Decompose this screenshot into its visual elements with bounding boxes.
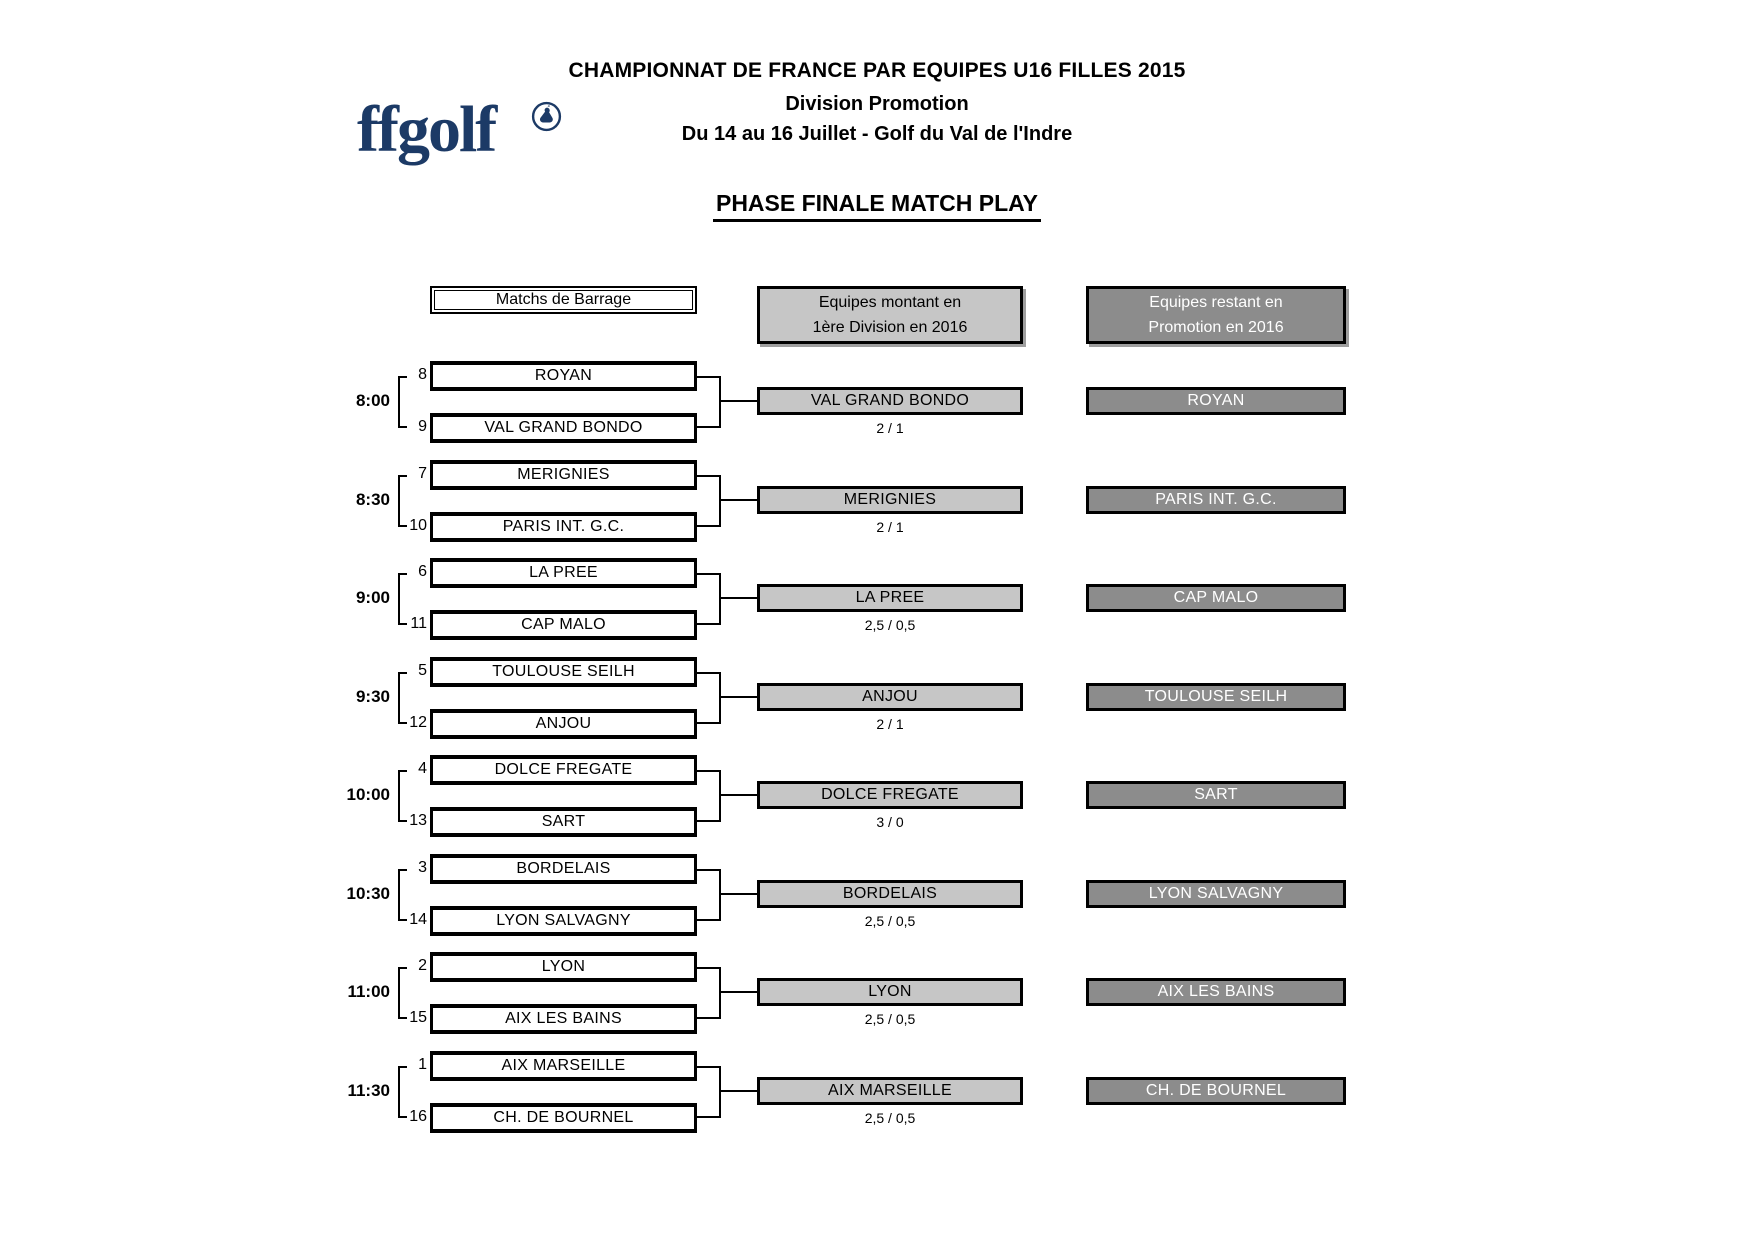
bracket-right-line [697, 869, 721, 921]
loser-box: TOULOUSE SEILH [1086, 683, 1346, 711]
connector-line [721, 597, 757, 599]
match-row [0, 361, 1754, 460]
seed-top: 2 [418, 957, 427, 974]
loser-box: CH. DE BOURNEL [1086, 1077, 1346, 1105]
team-box-top: DOLCE FREGATE [430, 755, 697, 785]
team-box-bottom: CAP MALO [430, 610, 697, 640]
winner-box: ANJOU [757, 683, 1023, 711]
seed-top: 4 [418, 760, 427, 777]
seed-bottom: 15 [409, 1009, 427, 1026]
connector-line [721, 696, 757, 698]
match-score: 2,5 / 0,5 [864, 1110, 916, 1126]
seed-bottom: 11 [410, 615, 427, 632]
column-header-montant-line2: 1ère Division en 2016 [812, 319, 968, 336]
match-row [0, 460, 1754, 559]
match-time: 11:00 [347, 982, 390, 1001]
seed-bottom: 10 [409, 517, 427, 534]
match-time: 8:00 [355, 391, 390, 410]
connector-line [721, 794, 757, 796]
seed-bottom: 9 [418, 418, 427, 435]
match-score: 2 / 1 [876, 716, 904, 732]
winner-box: LA PREE [757, 584, 1023, 612]
loser-box: AIX LES BAINS [1086, 978, 1346, 1006]
match-score: 2,5 / 0,5 [864, 1011, 916, 1027]
loser-box: SART [1086, 781, 1346, 809]
connector-line [721, 499, 757, 501]
column-header-restant-line1: Equipes restant en [1149, 294, 1283, 311]
bracket-right-line [697, 376, 721, 428]
loser-box: CAP MALO [1086, 584, 1346, 612]
seed-top: 6 [418, 563, 427, 580]
match-row [0, 657, 1754, 756]
seed-bottom: 12 [409, 714, 427, 731]
loser-box: PARIS INT. G.C. [1086, 486, 1346, 514]
match-row [0, 1051, 1754, 1150]
team-box-bottom: CH. DE BOURNEL [430, 1103, 697, 1133]
ffgolf-logo: ffgolf [357, 93, 496, 166]
section-title-text: PHASE FINALE MATCH PLAY [713, 190, 1041, 222]
seed-top: 1 [418, 1056, 427, 1073]
bracket-right-line [697, 770, 721, 822]
seed-top: 3 [418, 859, 427, 876]
match-row [0, 558, 1754, 657]
match-row [0, 952, 1754, 1051]
winner-box: MERIGNIES [757, 486, 1023, 514]
match-row [0, 854, 1754, 953]
team-box-top: LA PREE [430, 558, 697, 588]
division-subtitle: Division Promotion [785, 93, 969, 115]
column-header-restant-line2: Promotion en 2016 [1148, 319, 1284, 336]
winner-box: AIX MARSEILLE [757, 1077, 1023, 1105]
seed-bottom: 16 [409, 1108, 427, 1125]
date-location-subtitle: Du 14 au 16 Juillet - Golf du Val de l'Indre [681, 123, 1073, 145]
match-time: 11:30 [347, 1081, 390, 1100]
match-time: 10:30 [346, 884, 390, 903]
team-box-top: AIX MARSEILLE [430, 1051, 697, 1081]
winner-box: DOLCE FREGATE [757, 781, 1023, 809]
winner-box: BORDELAIS [757, 880, 1023, 908]
match-score: 2 / 1 [876, 420, 904, 436]
match-time: 10:00 [346, 785, 390, 804]
bracket-right-line [697, 1066, 721, 1118]
column-header-barrage: Matchs de Barrage [430, 286, 697, 314]
team-box-top: MERIGNIES [430, 460, 697, 490]
column-header-montant [757, 286, 1023, 344]
section-title [0, 190, 1754, 222]
seed-bottom: 13 [409, 812, 427, 829]
team-box-top: TOULOUSE SEILH [430, 657, 697, 687]
team-box-bottom: LYON SALVAGNY [430, 906, 697, 936]
column-header-montant-line1: Equipes montant en [818, 294, 962, 311]
bracket-right-line [697, 475, 721, 527]
team-box-top: LYON [430, 952, 697, 982]
connector-line [721, 893, 757, 895]
loser-box: LYON SALVAGNY [1086, 880, 1346, 908]
match-row [0, 755, 1754, 854]
seed-top: 8 [418, 366, 427, 383]
seed-top: 5 [418, 662, 427, 679]
seed-top: 7 [418, 465, 427, 482]
team-box-bottom: ANJOU [430, 709, 697, 739]
team-box-bottom: SART [430, 807, 697, 837]
bracket-right-line [697, 967, 721, 1019]
winner-box: VAL GRAND BONDO [757, 387, 1023, 415]
winner-box: LYON [757, 978, 1023, 1006]
team-box-bottom: VAL GRAND BONDO [430, 413, 697, 443]
match-time: 9:30 [355, 687, 390, 706]
match-time: 9:00 [355, 588, 390, 607]
bracket-right-line [697, 573, 721, 625]
match-score: 3 / 0 [876, 814, 904, 830]
match-time: 8:30 [355, 490, 390, 509]
match-score: 2,5 / 0,5 [864, 913, 916, 929]
team-box-bottom: AIX LES BAINS [430, 1004, 697, 1034]
loser-box: ROYAN [1086, 387, 1346, 415]
team-box-top: ROYAN [430, 361, 697, 391]
match-score: 2 / 1 [876, 519, 904, 535]
column-header-restant [1086, 286, 1346, 344]
rooster-emblem-icon [531, 101, 562, 132]
match-score: 2,5 / 0,5 [864, 617, 916, 633]
connector-line [721, 400, 757, 402]
seed-bottom: 14 [409, 911, 427, 928]
connector-line [721, 1090, 757, 1092]
bracket-right-line [697, 672, 721, 724]
team-box-top: BORDELAIS [430, 854, 697, 884]
team-box-bottom: PARIS INT. G.C. [430, 512, 697, 542]
connector-line [721, 991, 757, 993]
championship-title: CHAMPIONNAT DE FRANCE PAR EQUIPES U16 FILLES 2015 [568, 59, 1186, 82]
